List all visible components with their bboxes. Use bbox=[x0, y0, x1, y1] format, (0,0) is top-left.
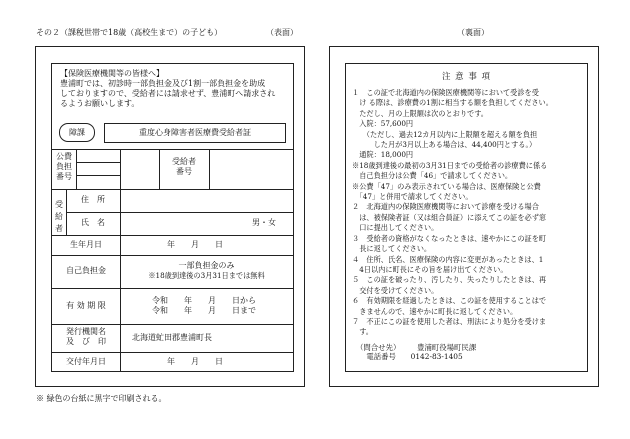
public-expense-label: 負担 bbox=[56, 162, 72, 171]
notes-line: ４ 住所、氏名、医療保険の内容に変更があったときは、1 bbox=[352, 254, 544, 264]
provider-notice-line: しておりますので、受給者には請求せず、豊浦町へ請求され bbox=[60, 89, 276, 98]
form-table bbox=[52, 149, 293, 371]
notes-line: け る際は、診療費の1割に相当する額を負担してください。 bbox=[352, 98, 553, 108]
notes-line: は、被保険者証（又は組合員証）に添えてこの証を必ず窓 bbox=[352, 212, 547, 222]
issuer-label: 及 び 印 bbox=[66, 337, 106, 346]
notes-line: ※18歳到達後の最初の3月31日までの受給者の診療費に係る bbox=[352, 160, 548, 170]
notes-line: 長に返してください。 bbox=[352, 244, 432, 254]
recipient-number-label: 番号 bbox=[176, 167, 192, 176]
public-expense-label: 番号 bbox=[56, 172, 72, 181]
front-card-inner bbox=[51, 63, 294, 372]
contact-label: （問合せ先） bbox=[356, 343, 401, 352]
notes-line: 4日以内に町長にその旨を届け出てください。 bbox=[352, 264, 508, 274]
phone-label: 電話番号 bbox=[366, 352, 396, 362]
notes-line: 入院：57,600円 bbox=[352, 119, 414, 129]
number-block bbox=[52, 150, 293, 189]
validity-to: 令和 年 月 日まで bbox=[152, 306, 256, 315]
notes-line: （ただし、過去12カ月以内に上限額を超える額を負担 bbox=[352, 129, 538, 139]
notes-line: ※公費「47」のみ表示されている場合は、医療保険と公費 bbox=[352, 181, 541, 191]
back-side-label: （裏面） bbox=[457, 28, 489, 37]
notes-line: ６ 有効期限を経過したときは、この証を使用することはで bbox=[352, 296, 547, 306]
contact-org: 豊浦町役場町民課 bbox=[417, 343, 477, 352]
notes-line: ただし、月の上限額は次のとおりです。 bbox=[352, 108, 488, 118]
notes-body bbox=[352, 88, 584, 338]
gender-label: 男・女 bbox=[252, 218, 276, 227]
issuer-value: 北海道虻田郡豊浦町長 bbox=[132, 333, 212, 342]
address-label: 住 所 bbox=[81, 195, 105, 204]
notes-line: ２ 北海道内の保険医療機関等において診療を受ける場合 bbox=[352, 202, 539, 212]
notes-line: した月が3月以上ある場合は、44,400円とする。） bbox=[352, 140, 537, 150]
front-side-label: （表面） bbox=[266, 28, 298, 37]
recipient-side-label: 受 bbox=[55, 200, 63, 209]
provider-notice bbox=[60, 69, 290, 109]
recipient-side-label: 者 bbox=[55, 224, 63, 233]
copay-note: ※18歳到達後の3月31日までは無料 bbox=[148, 271, 265, 280]
notes-line: 交付を受けてください。 bbox=[352, 285, 439, 295]
copay-row bbox=[52, 255, 293, 288]
category-badge: 障課 bbox=[59, 123, 95, 142]
notes-line: １ この証で北海道内の保険医療機関等において受診を受 bbox=[352, 88, 539, 97]
front-card bbox=[35, 46, 305, 387]
issuer-row bbox=[52, 324, 293, 352]
validity-from: 令和 年 月 日から bbox=[152, 296, 256, 305]
notes-line: 「47」と併用で請求してください。 bbox=[352, 192, 473, 202]
copay-label: 自己負担金 bbox=[66, 266, 106, 275]
issue-date-label: 交付年月日 bbox=[66, 357, 106, 366]
footnote: ※ 緑色の台紙に黒字で印刷される。 bbox=[36, 394, 167, 403]
provider-notice-line: 豊浦町では、初診時一部負担金及び1割一部負担金を助成 bbox=[60, 79, 266, 88]
notes-line: ５ この証を破ったり、汚したり、失ったりしたときは、再 bbox=[352, 275, 547, 285]
issuer-label: 発行機関名 bbox=[66, 327, 106, 336]
public-expense-label: 公費 bbox=[56, 152, 72, 161]
notes-title: 注 意 事 項 bbox=[441, 72, 492, 82]
notes-line: 自己負担分は公費「46」で請求してください。 bbox=[352, 171, 513, 181]
notes-line: す。 bbox=[352, 327, 373, 337]
document-heading: その２（課税世帯で18歳（高校生まで）の子ども） bbox=[36, 28, 223, 37]
issue-date-value: 年 月 日 bbox=[167, 357, 223, 366]
back-card-inner bbox=[345, 63, 588, 372]
notes-line: ３ 受給者の資格がなくなったときは、速やかにこの証を町 bbox=[352, 233, 547, 243]
name-label: 氏 名 bbox=[81, 218, 105, 227]
contact-block bbox=[356, 343, 476, 362]
notes-line: 口に提出してください。 bbox=[352, 223, 439, 233]
notes-line: 通院：18,000円 bbox=[352, 150, 414, 160]
notes-line: きませんので、速やかに町長に返してください。 bbox=[352, 306, 518, 316]
provider-notice-line: るようお願いします。 bbox=[60, 99, 140, 108]
recipient-side-label: 給 bbox=[55, 212, 63, 221]
provider-notice-title: 【保険医療機関等の皆様へ】 bbox=[60, 69, 164, 78]
copay-value: 一部負担金のみ bbox=[178, 261, 235, 270]
birthdate-label: 生年月日 bbox=[70, 240, 102, 249]
recipient-number-label: 受給者 bbox=[172, 157, 196, 166]
notes-line: ７ 不正にこの証を使用した者は、刑法により処分を受けま bbox=[352, 316, 547, 326]
phone-value: 0142-83-1405 bbox=[410, 352, 463, 362]
issue-date-row bbox=[52, 352, 293, 372]
card-title: 重度心身障害者医療費受給者証 bbox=[104, 123, 286, 143]
validity-label: 有 効 期 限 bbox=[66, 301, 106, 310]
validity-row bbox=[52, 288, 293, 324]
birthdate-value: 年 月 日 bbox=[167, 240, 223, 249]
back-card bbox=[329, 46, 599, 387]
recipient-block bbox=[52, 189, 293, 255]
